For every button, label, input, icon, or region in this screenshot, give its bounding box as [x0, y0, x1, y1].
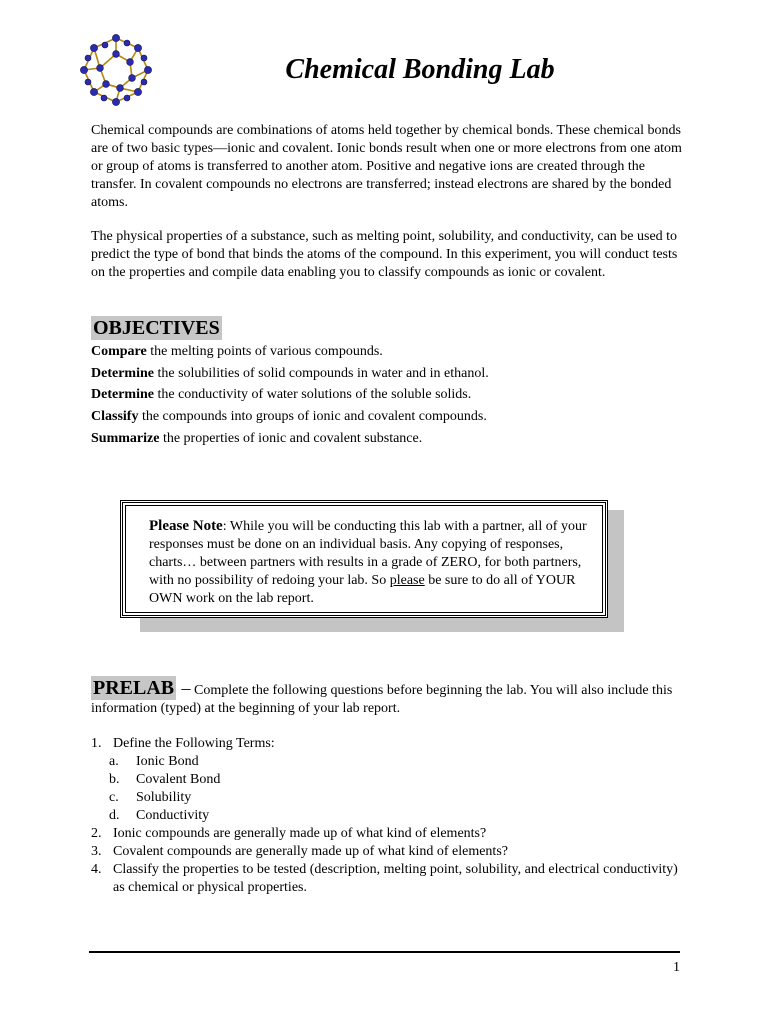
prelab-dash: –	[177, 678, 191, 698]
please-note-label: Please Note	[149, 518, 223, 534]
prelab-heading: PRELAB	[93, 677, 175, 699]
objective-verb: Determine	[91, 365, 154, 381]
question-text: Ionic compounds are generally made up of what kind of elements?	[113, 826, 487, 841]
question-text: Define the Following Terms:	[113, 736, 275, 751]
question-number: 4.	[91, 862, 102, 877]
please-note-body: While you will be conducting this lab with a partner, all of your responses must be done on an individual basis. Any copying of responses, charts… between partners with results in a grade of ZERO, for both partners, with no possibility of redoing your lab. So	[149, 519, 587, 588]
objectives-heading: OBJECTIVES	[93, 317, 220, 339]
please-note-body-end: be sure to do all of YOUR OWN work on the lab report.	[149, 573, 576, 606]
objective-verb: Determine	[91, 387, 154, 403]
footer-divider	[89, 951, 680, 953]
objective-verb: Classify	[91, 409, 139, 425]
please-note-box	[120, 500, 608, 618]
question-text: Covalent compounds are generally made up of what kind of elements?	[113, 844, 508, 859]
objective-text: the conductivity of water solutions of the soluble solids.	[153, 387, 472, 403]
intro-paragraph: Chemical compounds are combinations of atoms held together by chemical bonds. These chemical bonds are of two basic types—ionic and covalent. Ionic bonds result when one or more electrons from one atom or group of atoms is transferred to another atom. Positive and negative ions are created through the transfer. In covalent compounds no electrons are transferred; instead electrons are shared by the bonded atoms.	[91, 123, 682, 210]
objectives-list	[91, 343, 489, 451]
page-title: Chemical Bonding Lab	[285, 54, 555, 85]
term-letter: c.	[109, 790, 119, 805]
objective-item	[91, 386, 489, 408]
objective-verb: Compare	[91, 344, 147, 359]
question-item	[91, 735, 691, 753]
question-number: 1.	[91, 736, 102, 751]
question-item	[91, 825, 691, 843]
objective-verb: Summarize	[91, 430, 160, 446]
please-note-text	[149, 517, 589, 608]
objective-item	[91, 343, 489, 365]
term-item	[91, 771, 691, 789]
question-item	[91, 861, 691, 897]
term-text: Ionic Bond	[136, 754, 199, 769]
term-item	[91, 807, 691, 825]
objective-text: the solubilities of solid compounds in water and in ethanol.	[153, 365, 489, 381]
prelab-questions	[91, 735, 691, 897]
term-letter: a.	[109, 754, 119, 769]
question-number: 2.	[91, 826, 102, 841]
term-letter: d.	[109, 808, 120, 823]
prelab-text: Complete the following questions before beginning the lab. You will also include this information (typed) at the beginning of your lab report.	[91, 683, 673, 716]
term-item	[91, 789, 691, 807]
objective-text: the melting points of various compounds.	[146, 344, 383, 359]
prelab-instructions	[91, 679, 691, 718]
objective-item	[91, 408, 489, 430]
page-number: 1	[673, 960, 680, 975]
term-letter: b.	[109, 772, 120, 787]
question-item	[91, 843, 691, 861]
term-text: Solubility	[136, 790, 192, 805]
intro-paragraph: The physical properties of a substance, such as melting point, solubility, and conductivity, can be used to predict the type of bond that binds the atoms of the compound. In this experiment, you will conduct tests on the properties and compile data enabling you to classify compounds as ionic or covalent.	[91, 229, 678, 280]
please-underlined: please	[389, 573, 425, 588]
question-number: 3.	[91, 844, 102, 859]
objective-item	[91, 365, 489, 387]
molecule-logo-icon	[80, 34, 152, 106]
please-note-colon: :	[222, 519, 230, 534]
question-text: Classify the properties to be tested (description, melting point, solubility, and electrical conductivity) as chemical or physical properties.	[113, 862, 678, 895]
term-item	[91, 753, 691, 771]
objective-text: the properties of ionic and covalent substance.	[159, 430, 423, 446]
objective-text: the compounds into groups of ionic and covalent compounds.	[138, 409, 487, 425]
objective-item	[91, 430, 489, 452]
term-text: Conductivity	[136, 808, 210, 823]
term-text: Covalent Bond	[136, 772, 221, 787]
